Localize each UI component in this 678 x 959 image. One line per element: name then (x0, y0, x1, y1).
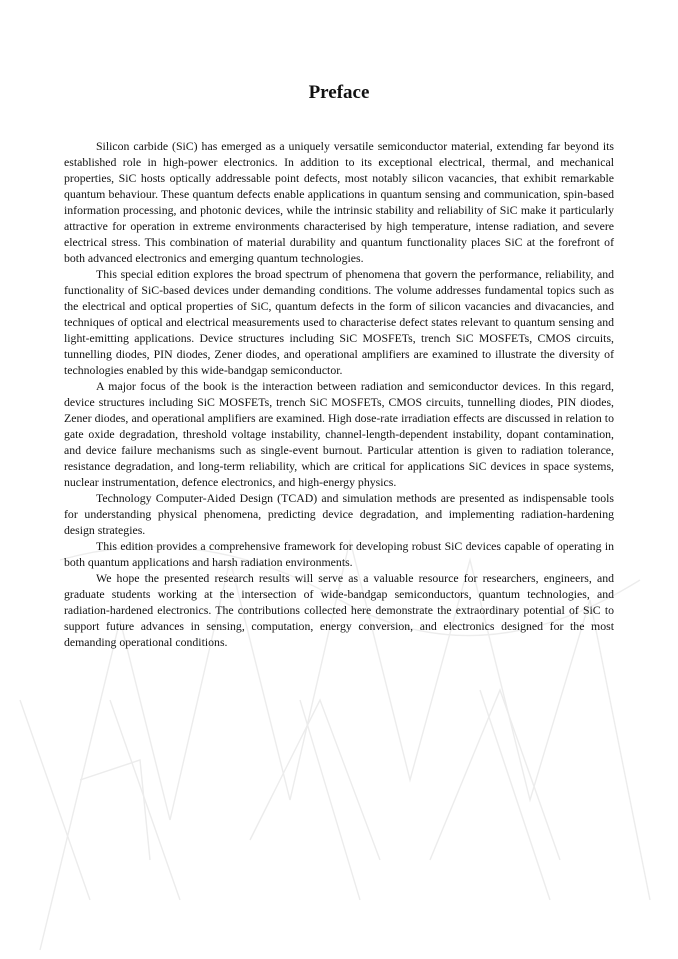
paragraph-3: A major focus of the book is the interaction between radiation and semiconductor devices. In this regard, device structures including SiC MOSFETs, trench SiC MOSFETs, CMOS circuits, tunnelling diodes, PIN diodes, Zener diodes, and operational amplifiers are examined. High dose-rate irradiation effects are discussed in relation to gate oxide degradation, threshold voltage instability, channel-length-dependent instability, dopant contamination, and device failure mechanisms such as single-event burnout. Particular attention is given to radiation tolerance, resistance degradation, and long-term reliability, which are critical for applications SiC devices in space systems, nuclear instrumentation, defence electronics, and high-energy physics. (64, 379, 614, 489)
preface-page (64, 80, 614, 650)
paragraph-6: We hope the presented research results will serve as a valuable resource for researchers, engineers, and graduate students working at the intersection of wide-bandgap semiconductors, quantum technologies, and radiation-hardened electronics. The contributions collected here demonstrate the extraordinary potential of SiC to support future advances in sensing, computation, energy conversion, and electronics designed for the most demanding operational conditions. (64, 571, 614, 649)
preface-body (64, 138, 614, 650)
page-title: Preface (308, 82, 370, 103)
paragraph-5: This edition provides a comprehensive framework for developing robust SiC devices capable of operating in both quantum applications and harsh radiation environments. (64, 539, 614, 569)
paragraph-2: This special edition explores the broad spectrum of phenomena that govern the performance, reliability, and functionality of SiC-based devices under demanding conditions. The volume addresses fundamental topics such as the electrical and optical properties of SiC, quantum defects in the form of silicon vacancies and divacancies, and techniques of optical and electrical measurements used to characterise defect states relevant to quantum sensing and light-emitting applications. Device structures including SiC MOSFETs, trench SiC MOSFETs, CMOS circuits, tunnelling diodes, PIN diodes, Zener diodes, and operational amplifiers are examined to illustrate the diversity of technologies enabled by this wide-bandgap semiconductor. (64, 267, 614, 377)
paragraph-4: Technology Computer-Aided Design (TCAD) and simulation methods are presented as indispensable tools for understanding physical phenomena, predicting device degradation, and implementing radiation-hardening design strategies. (64, 491, 614, 537)
paragraph-1: Silicon carbide (SiC) has emerged as a uniquely versatile semiconductor material, extending far beyond its established role in high-power electronics. In addition to its exceptional electrical, thermal, and mechanical properties, SiC hosts optically addressable point defects, most notably silicon vacancies, that exhibit remarkable quantum behaviour. These quantum defects enable applications in quantum sensing and communication, spin-based information processing, and photonic devices, while the intrinsic stability and reliability of SiC make it particularly attractive for operation in extreme environments characterised by high temperature, intense radiation, and severe electrical stress. This combination of material durability and quantum functionality places SiC at the forefront of both advanced electronics and emerging quantum technologies. (64, 139, 614, 265)
